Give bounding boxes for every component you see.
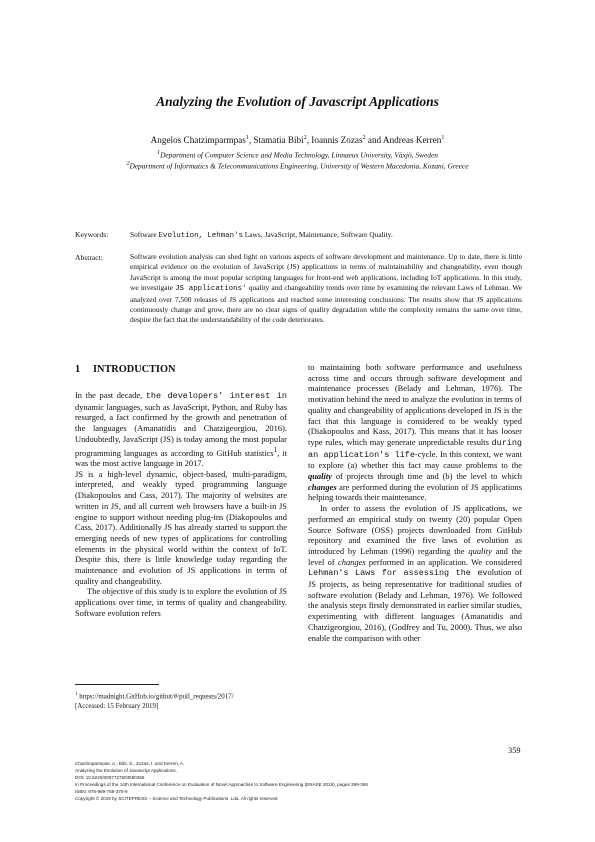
- paragraph: JS is a high-level dynamic, object-based, multi-paradigm, interpreted, and weakly typed programming language (Diakopoulos and Cass, 2017). The majority of websites are written in JS, and all current web browsers have a built-in JS engine to support without needing plug-ins (Diakopoulos and Cass, 2017). Additionally JS has already started to support the emerging needs of new types of applications for controlling elements in the physical world within the context of IoT. Despite this, there is little knowledge today regarding the maintenance and evolution of JS applications in terms of quality and changeability.: [75, 468, 287, 586]
- citation-footer: [75, 760, 368, 803]
- footnote-accessed: [Accessed: 15 February 2019]: [75, 702, 159, 710]
- text-run: Lehman's Laws for assessing the ev: [308, 568, 488, 579]
- text-run: olution of JS projects, as being representative for traditional studies of software evolution (Belady and Lehman, 1976). We followed the analysis steps firstly demonstrated in earlier similar studies, experimenting with different languages (Amanatidis and Chatzigeorgiou, 2016), (Godfrey and Tu, 2000). Thus, we also enable the comparison with other: [308, 567, 522, 643]
- section-heading: [75, 364, 175, 375]
- text-run: and the level of: [308, 545, 522, 567]
- keywords-text: [130, 230, 393, 240]
- abstract-part: JS applications': [175, 285, 247, 294]
- citation-line: Analyzing the Evolution of Javascript Applications.: [75, 768, 177, 774]
- text-run: dynamic languages, such as JavaScript, Python, and Ruby has resurged, a fact confirmed by the growth and penetration of the languages (Amanatidis and Chatzigeorgiou, 2016). Undoubtedly, JavaScript (JS) is today among the most popular programming languages as according to GitHub statistics: [75, 401, 287, 458]
- text-run: of projects through time and (b) the level to which: [331, 471, 522, 482]
- text-run: are performed during the evolution of JS applications helping towards their maintenance.: [308, 481, 522, 503]
- emphasis: quality: [308, 471, 332, 482]
- affiliation: [0, 161, 595, 170]
- right-column: [308, 362, 522, 643]
- abstract-label: Abstract:: [75, 253, 103, 262]
- paragraph: [308, 362, 522, 503]
- affiliation-marker: 2: [126, 161, 130, 167]
- text-run: , it was the most active language in 2017.: [75, 447, 287, 469]
- paragraph: [308, 503, 522, 643]
- footnote-marker: 1: [273, 445, 278, 454]
- paragraph: The objective of this study is to explore the evolution of JS applications over time, in terms of quality and changeability. Software evolution refers: [75, 586, 287, 618]
- affiliation-marker: 2: [303, 135, 307, 141]
- page-number: 359: [508, 746, 521, 755]
- footnote-marker: 1: [75, 692, 78, 697]
- section-title: INTRODUCTION: [93, 364, 176, 375]
- citation-line: Chatzimparmpas, A., Bibi, S., Zozas, I. and Kerren, A.: [75, 761, 185, 766]
- text-run: -cycle. In this context, we want to explore (a) whether this fact may cause problems to the: [308, 448, 522, 471]
- author-name: , Ioannis Zozas: [306, 135, 363, 146]
- citation-line: In Proceedings of the 14th International Conference on Evaluation of Novel Approaches to Software Engineering (ENASE 2019), pages 359-366: [75, 782, 368, 788]
- footnote: [75, 690, 287, 711]
- paragraph: [75, 390, 287, 469]
- author-name: , Stamatia Bibi: [248, 135, 304, 146]
- affiliation-marker: 1: [441, 135, 445, 141]
- affiliation-marker: 1: [157, 150, 161, 156]
- text-run: performed in an application. We considered: [365, 556, 522, 567]
- citation-line: DOI: 10.5220/0007727603590366: [75, 775, 145, 781]
- keywords-part: Laws, JavaScript, Maintenance, Software Quality.: [242, 230, 393, 239]
- abstract-part: Software evolution analysis can shed light on various aspects of software development and maintenance. Up to date, there is little empirical evidence on the evolution of JavaScript (JS) applications in terms of maintainability and changeability, even though JavaScript is among the most popular scripting languages for front-end web applications, including IoT applications. In this study, we investigate: [130, 252, 522, 293]
- affiliation-text: Department of Computer Science and Media Technology, Linnaeus University, Växjö, Sweden: [160, 150, 438, 160]
- left-column: [75, 390, 287, 619]
- text-run: In the past decade,: [75, 390, 146, 400]
- keywords-part: volution, Lehman's: [163, 232, 243, 240]
- emphasis: changes: [308, 481, 337, 492]
- section-number: 1: [75, 364, 81, 375]
- affiliation-text: Department of Informatics & Telecommunications Engineering, University of Western Macedonia, Kozani, Greece: [129, 161, 469, 171]
- footnote-url[interactable]: https://madnight.GitHub.io/githut/#/pull_requests/2017/: [77, 693, 234, 701]
- footnote-divider: [75, 684, 159, 685]
- paper-title: Analyzing the Evolution of Javascript Applications: [156, 94, 439, 109]
- affiliation-marker: 2: [362, 135, 366, 141]
- text-run: during an application's life: [308, 437, 522, 460]
- citation-line: ISBN: 978-989-758-375-9: [75, 789, 128, 795]
- affiliation-marker: 1: [245, 135, 249, 141]
- affiliation: [0, 150, 595, 159]
- emphasis: quality: [468, 545, 492, 556]
- abstract-text: [130, 252, 522, 326]
- keywords-part: Software E: [130, 230, 164, 239]
- citation-line: Copyright © 2019 by SCITEPRESS – Science and Technology Publications, Lda. All rights reserved: [75, 796, 278, 802]
- text-run: to maintaining both software performance and usefulness across time and occurs through software development and maintenance processes (Belady and Lehman, 1976). The motivation behind the need to analyze the evolution in terms of quality and changeability of applications developed in JS is the fact that this language is considered to be weakly typed (Diakopoulos and Kass, 2017). This means that it has looser type rules, which may generate unpredictable results: [308, 362, 522, 447]
- text-run: the developers' interest in: [145, 391, 287, 401]
- keywords-label: Keywords:: [75, 230, 109, 239]
- author-list: [0, 135, 595, 145]
- text-run: In order to assess the evolution of JS applications, we performed an empirical study on twenty (20) popular Open Source Software (OSS) projects downloaded from GitHub repository and examined the five laws of evolution as introduced by Lehman (1996) regarding the: [308, 503, 522, 556]
- abstract-part: quality and changeability trends over time by examining the relevant Laws of Lehman. We analyzed over 7,500 releases of JS applications and reached some interesting conclusions. The results show that JS applications continuously change and grow, there are no clear signs of quality degradation while the complexity remains the same over time, despite the fact that the understandability of the code deteriorates.: [130, 283, 522, 325]
- emphasis: changes: [337, 556, 366, 567]
- author-name: and Andreas Kerren: [365, 135, 442, 146]
- author-name: Angelos Chatzimparmpas: [150, 135, 246, 146]
